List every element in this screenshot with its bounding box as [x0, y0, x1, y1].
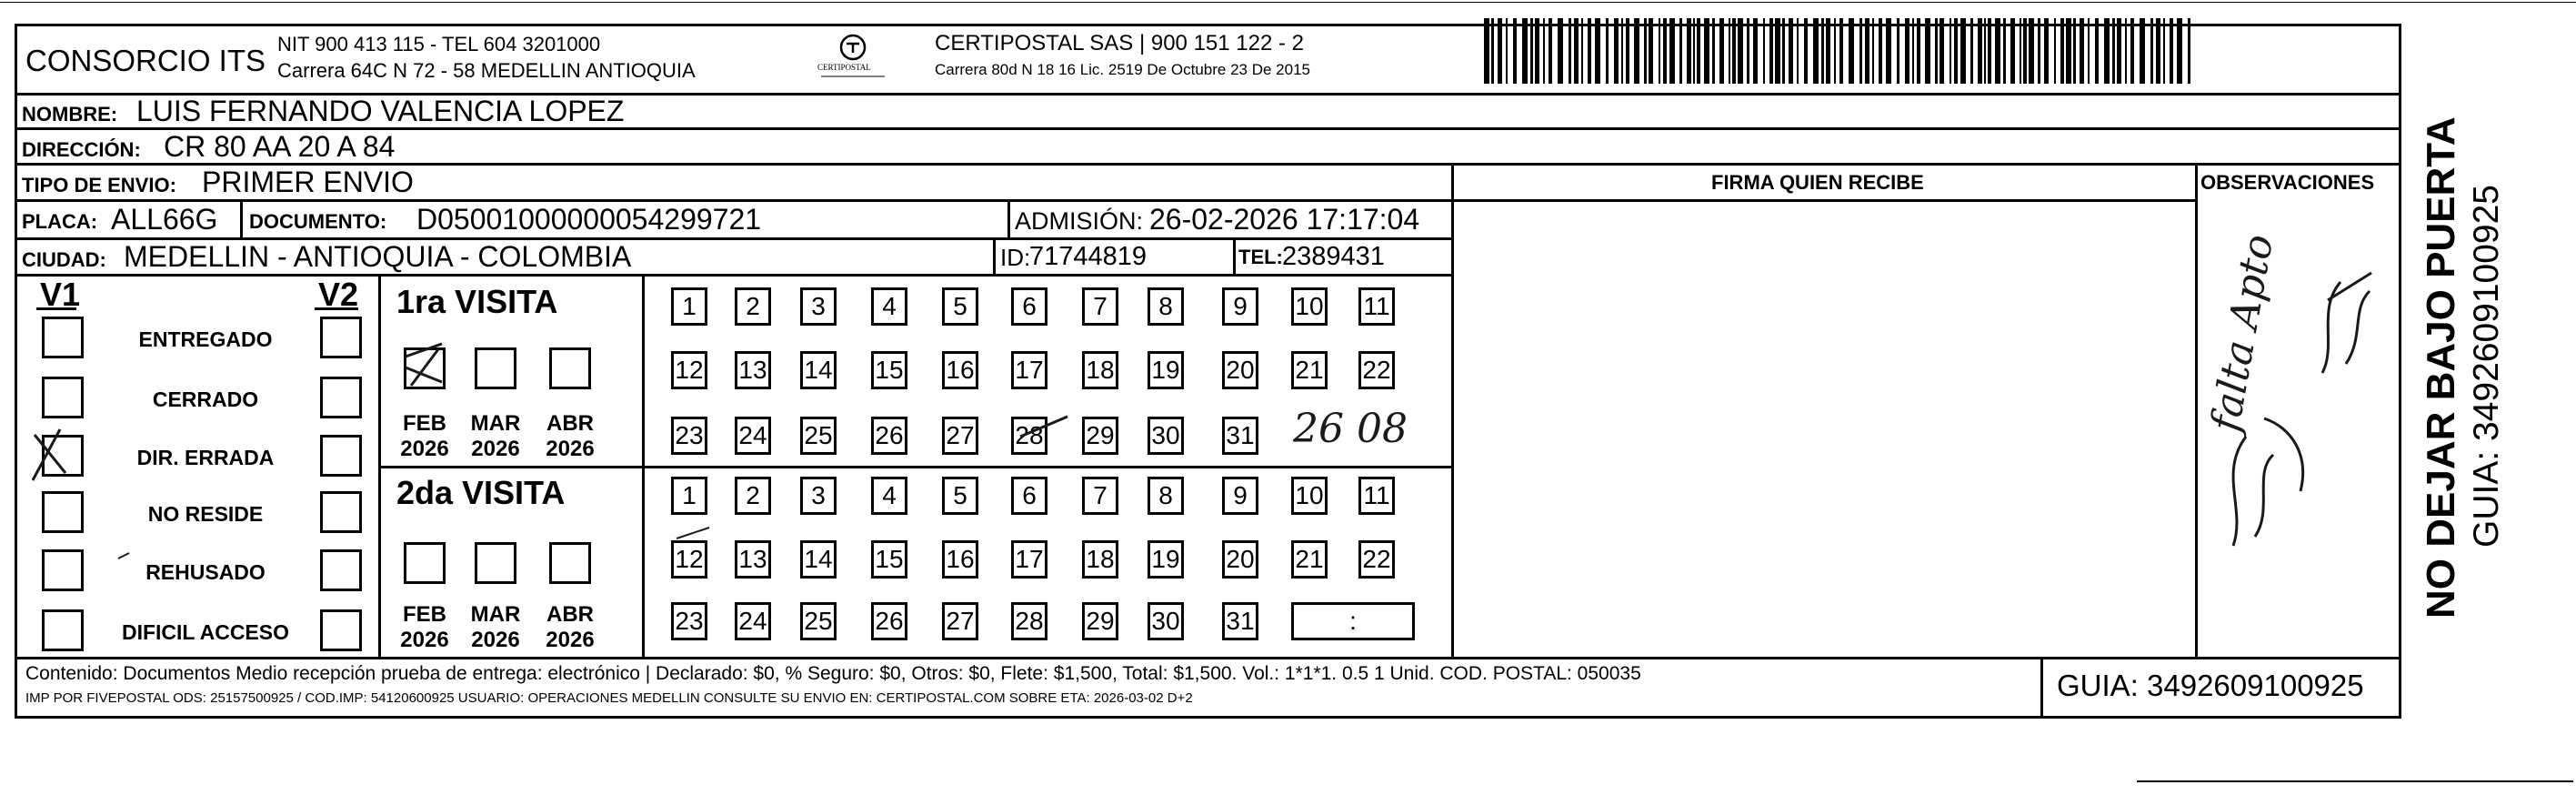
documento-label: DOCUMENTO:	[249, 210, 387, 233]
barcode-bar	[1950, 18, 1951, 84]
v2-checkbox[interactable]	[320, 609, 362, 651]
barcode-bar	[2112, 18, 2115, 84]
barcode-bar	[1849, 18, 1854, 84]
day-box[interactable]: 6	[1011, 287, 1047, 326]
barcode-bar	[1738, 18, 1743, 84]
v2-checkbox[interactable]	[320, 435, 362, 477]
v1-label: V1	[40, 276, 81, 313]
barcode-bar	[1782, 18, 1785, 84]
barcode-bar	[1530, 18, 1533, 84]
barcode-bar	[1644, 18, 1647, 84]
day-box[interactable]: 24	[735, 602, 771, 640]
barcode-bar	[1797, 18, 1799, 84]
barcode-bar	[1954, 18, 1958, 84]
day-box[interactable]: 15	[871, 351, 907, 389]
barcode-bar	[1753, 18, 1758, 84]
rule	[1451, 163, 1454, 657]
day-box[interactable]: 2	[735, 287, 771, 326]
barcode-bar	[1879, 18, 1882, 84]
barcode	[1484, 18, 2202, 84]
month-checkbox[interactable]	[404, 542, 446, 584]
placa-value: ALL66G	[111, 203, 218, 236]
placa-label: PLACA:	[22, 210, 98, 233]
month-label: FEB 2026	[400, 602, 449, 652]
v2-checkbox[interactable]	[320, 549, 362, 591]
barcode-bar	[1626, 18, 1629, 84]
day-box[interactable]: 4	[871, 287, 907, 326]
day-box[interactable]: 10	[1291, 287, 1328, 326]
day-box[interactable]: 27	[942, 417, 978, 455]
rule	[1007, 199, 1010, 237]
day-box[interactable]: 29	[1082, 602, 1118, 640]
day-box[interactable]: 30	[1148, 602, 1184, 640]
rule	[240, 199, 243, 237]
barcode-bar	[1549, 18, 1552, 84]
day-box[interactable]: 18	[1082, 351, 1118, 389]
day-box[interactable]: 7	[1082, 477, 1118, 515]
day-box[interactable]: 5	[942, 477, 978, 515]
tipo-label: TIPO DE ENVIO:	[22, 174, 176, 196]
day-box[interactable]: 7	[1082, 287, 1118, 326]
rule	[2137, 780, 2573, 782]
v1-checkbox[interactable]	[42, 377, 84, 418]
company-address: Carrera 64C N 72 - 58 MEDELLIN ANTIOQUIA	[277, 59, 696, 82]
barcode-bar	[2104, 18, 2110, 84]
day-box[interactable]: 22	[1358, 540, 1395, 579]
day-box[interactable]: 18	[1082, 540, 1118, 579]
barcode-bar	[2003, 18, 2006, 84]
month-label: MAR 2026	[470, 411, 521, 461]
barcode-bar	[1588, 18, 1591, 84]
barcode-bar	[1574, 18, 1579, 84]
day-box[interactable]: 12	[671, 351, 707, 389]
barcode-bar	[2140, 18, 2145, 84]
barcode-bar	[2095, 18, 2099, 84]
day-box[interactable]: 26	[871, 602, 907, 640]
barcode-bar	[1769, 18, 1773, 84]
barcode-bar	[1669, 18, 1675, 84]
day-box[interactable]: 28	[1011, 417, 1047, 455]
barcode-bar	[2054, 18, 2056, 84]
day-box[interactable]: 3	[800, 477, 837, 515]
rule	[15, 274, 1451, 277]
v1-checkbox[interactable]	[42, 609, 84, 651]
month-checkbox[interactable]	[475, 347, 516, 389]
logo-icon	[812, 33, 894, 80]
barcode-bar	[2010, 18, 2015, 84]
rule	[378, 466, 1451, 468]
rule	[993, 237, 996, 274]
day-box[interactable]: 9	[1222, 477, 1258, 515]
v2-underline	[315, 307, 358, 310]
logo-text: CERTIPOSTAL	[817, 63, 871, 72]
barcode-bar	[1775, 18, 1780, 84]
barcode-bar	[2188, 18, 2190, 84]
day-box[interactable]: 15	[871, 540, 907, 579]
day-box[interactable]: 8	[1148, 287, 1184, 326]
barcode-bar	[1522, 18, 1528, 84]
day-box[interactable]: 2	[735, 477, 771, 515]
barcode-bar	[1535, 18, 1539, 84]
day-box[interactable]: 27	[942, 602, 978, 640]
month-checkbox[interactable]	[475, 542, 516, 584]
barcode-bar	[1935, 18, 1938, 84]
day-box[interactable]: 17	[1011, 540, 1047, 579]
barcode-bar	[1719, 18, 1724, 84]
barcode-bar	[1581, 18, 1583, 84]
admision-value: 26-02-2026 17:17:04	[1149, 203, 1420, 236]
direccion-label: DIRECCIÓN:	[22, 138, 141, 161]
barcode-bar	[2125, 18, 2127, 84]
day-box[interactable]: 1	[671, 477, 707, 515]
v2-checkbox[interactable]	[320, 317, 362, 358]
day-box[interactable]: 12	[671, 540, 707, 579]
admision-label: ADMISIÓN:	[1015, 207, 1144, 235]
second-visit-title: 2da VISITA	[396, 474, 566, 511]
day-box[interactable]: 28	[1011, 602, 1047, 640]
barcode-bar	[1763, 18, 1765, 84]
company-nit: NIT 900 413 115 - TEL 604 3201000	[277, 33, 601, 55]
rule	[1233, 237, 1236, 274]
rule	[2195, 163, 2198, 657]
barcode-bar	[1925, 18, 1930, 84]
day-box[interactable]: 8	[1148, 477, 1184, 515]
barcode-bar	[2029, 18, 2034, 84]
day-box[interactable]: 29	[1082, 417, 1118, 455]
carrier-address: Carrera 80d N 18 16 Lic. 2519 De Octubre 23 De 2015	[935, 61, 1310, 78]
observaciones-label: OBSERVACIONES	[2200, 171, 2375, 194]
barcode-bar	[1747, 18, 1749, 84]
barcode-bar	[2060, 18, 2064, 84]
status-label: ENTREGADO	[138, 327, 273, 351]
barcode-bar	[1558, 18, 1563, 84]
month-label: FEB 2026	[400, 411, 449, 461]
month-label: ABR 2026	[546, 411, 595, 461]
nombre-label: NOMBRE:	[22, 103, 118, 126]
direccion-value: CR 80 AA 20 A 84	[164, 130, 396, 163]
day-box[interactable]: 26	[871, 417, 907, 455]
day-box[interactable]: 31	[1222, 602, 1258, 640]
day-box[interactable]: 19	[1148, 540, 1184, 579]
day-box[interactable]: 30	[1148, 417, 1184, 455]
tipo-value: PRIMER ENVIO	[202, 166, 414, 198]
day-box[interactable]: 19	[1148, 351, 1184, 389]
day-box[interactable]: 11	[1358, 287, 1395, 326]
first-visit-title: 1ra VISITA	[396, 283, 558, 320]
v1-checkbox[interactable]	[42, 317, 84, 358]
barcode-bar	[2044, 18, 2049, 84]
barcode-bar	[1897, 18, 1899, 84]
barcode-bar	[1821, 18, 1824, 84]
barcode-bar	[1834, 18, 1836, 84]
barcode-bar	[1732, 18, 1736, 84]
barcode-bar	[1813, 18, 1819, 84]
day-box[interactable]: 16	[942, 351, 978, 389]
certipostal-logo	[812, 33, 894, 80]
day-box[interactable]: 20	[1222, 540, 1258, 579]
day-box[interactable]: 14	[800, 351, 837, 389]
footer-guia: GUIA: 3492609100925	[2057, 669, 2364, 702]
day-box[interactable]: 11	[1358, 477, 1395, 515]
rule	[0, 2, 2576, 3]
day-box[interactable]: 24	[735, 417, 771, 455]
company-name: CONSORCIO ITS	[25, 44, 266, 77]
barcode-bar	[1729, 18, 1730, 84]
day-box[interactable]: 25	[800, 602, 837, 640]
barcode-bar	[1826, 18, 1830, 84]
barcode-bar	[1859, 18, 1862, 84]
barcode-bar	[1634, 18, 1639, 84]
day-box[interactable]: 20	[1222, 351, 1258, 389]
side-title: NO DEJAR BAJO PUERTA	[2419, 116, 2463, 619]
side-guia: GUIA: 3492609100925	[2467, 185, 2506, 548]
rule	[15, 199, 1451, 202]
v1-underline	[36, 307, 76, 310]
v2-checkbox[interactable]	[320, 377, 362, 418]
barcode-bar	[1498, 18, 1502, 84]
day-box[interactable]: 25	[800, 417, 837, 455]
barcode-bar	[1865, 18, 1869, 84]
day-box[interactable]: 13	[735, 540, 771, 579]
day-box[interactable]: 10	[1291, 477, 1328, 515]
barcode-bar	[1614, 18, 1619, 84]
v1-checkbox[interactable]	[42, 435, 84, 477]
barcode-bar	[1912, 18, 1914, 84]
barcode-bar	[2080, 18, 2084, 84]
footer-contenido: Contenido: Documentos Medio recepción prueba de entrega: electrónico | Declarado: $0, % Seguro: $0, Otros: $0, Flete: $1,500, Total: $1,500. Vol.: 1*1*1. 0.5 1 Unid. COD. POSTAL: 050035	[25, 663, 1641, 684]
status-label: NO RESIDE	[147, 502, 264, 526]
day-box[interactable]: 14	[800, 540, 837, 579]
barcode-bar	[1917, 18, 1920, 84]
rule	[1453, 199, 2195, 202]
barcode-bar	[1484, 18, 1489, 84]
barcode-bar	[2038, 18, 2040, 84]
day-box[interactable]: 3	[800, 287, 837, 326]
time-box[interactable]: :	[1291, 602, 1415, 640]
v2-label: V2	[318, 276, 359, 313]
barcode-bar	[1988, 18, 1991, 84]
day-box[interactable]: 21	[1291, 540, 1328, 579]
barcode-bar	[1905, 18, 1909, 84]
day-box[interactable]: 16	[942, 540, 978, 579]
barcode-bar	[1886, 18, 1891, 84]
barcode-bar	[1663, 18, 1667, 84]
barcode-bar	[1543, 18, 1545, 84]
barcode-bar	[1839, 18, 1843, 84]
barcode-bar	[1704, 18, 1709, 84]
month-label: ABR 2026	[546, 602, 595, 652]
id-label: ID:	[1000, 244, 1031, 271]
barcode-bar	[1804, 18, 1808, 84]
day-box[interactable]: 23	[671, 417, 707, 455]
barcode-bar	[1872, 18, 1874, 84]
day-box[interactable]: 22	[1358, 351, 1395, 389]
ciudad-label: CIUDAD:	[22, 248, 106, 271]
barcode-bar	[2150, 18, 2153, 84]
status-label: REHUSADO	[145, 560, 266, 584]
barcode-bar	[1978, 18, 1982, 84]
day-box[interactable]: 23	[671, 602, 707, 640]
barcode-bar	[1491, 18, 1494, 84]
footer-imp: IMP POR FIVEPOSTAL ODS: 25157500925 / COD.IMP: 54120600925 USUARIO: OPERACIONES MEDELLIN CONSULTE SU ENVIO EN: CERTIPOSTAL.COM SOBRE ETA: 2026-03-02 D+2	[25, 690, 1193, 706]
month-label: MAR 2026	[470, 602, 521, 652]
barcode-bar	[1659, 18, 1660, 84]
barcode-bar	[1687, 18, 1691, 84]
barcode-bar	[1984, 18, 1986, 84]
status-label: CERRADO	[152, 387, 259, 411]
barcode-bar	[1679, 18, 1682, 84]
barcode-bar	[1940, 18, 1944, 84]
barcode-bar	[2073, 18, 2076, 84]
month-checkbox[interactable]	[549, 347, 591, 389]
day-note-handwritten: 26 08	[1293, 406, 1408, 452]
barcode-bar	[1697, 18, 1700, 84]
barcode-bar	[2163, 18, 2165, 84]
v1-checkbox[interactable]	[42, 491, 84, 533]
barcode-bar	[2066, 18, 2071, 84]
status-label: DIFICIL ACCESO	[121, 620, 289, 644]
day-box[interactable]: 21	[1291, 351, 1328, 389]
day-box[interactable]: 13	[735, 351, 771, 389]
month-checkbox[interactable]	[404, 347, 446, 389]
barcode-bar	[1960, 18, 1966, 84]
barcode-bar	[2088, 18, 2090, 84]
tel-value: 2389431	[1282, 242, 1385, 271]
month-checkbox[interactable]	[549, 542, 591, 584]
barcode-bar	[1693, 18, 1695, 84]
barcode-bar	[1595, 18, 1600, 84]
barcode-bar	[2130, 18, 2134, 84]
barcode-bar	[1506, 18, 1508, 84]
day-box[interactable]: 5	[942, 287, 978, 326]
obs-note-handwritten: falta Apto	[2202, 231, 2283, 436]
nombre-value: LUIS FERNANDO VALENCIA LOPEZ	[136, 95, 625, 127]
carrier-name: CERTIPOSTAL SAS | 900 151 122 - 2	[935, 31, 1304, 55]
barcode-bar	[1789, 18, 1793, 84]
barcode-bar	[1649, 18, 1653, 84]
barcode-bar	[1995, 18, 2000, 84]
firma-label: FIRMA QUIEN RECIBE	[1711, 171, 1924, 194]
barcode-bar	[1970, 18, 1973, 84]
barcode-bar	[1621, 18, 1623, 84]
day-box[interactable]: 17	[1011, 351, 1047, 389]
day-box[interactable]: 4	[871, 477, 907, 515]
status-label: DIR. ERRADA	[136, 446, 275, 469]
tel-label: TEL:	[1238, 246, 1283, 268]
v1-checkbox[interactable]	[42, 549, 84, 591]
barcode-bar	[2177, 18, 2182, 84]
barcode-bar	[2170, 18, 2173, 84]
barcode-bar	[2020, 18, 2021, 84]
barcode-bar	[2117, 18, 2121, 84]
barcode-bar	[1569, 18, 1571, 84]
barcode-bar	[1513, 18, 1517, 84]
barcode-bar	[2023, 18, 2027, 84]
barcode-bar	[2156, 18, 2160, 84]
documento-value: D05001000000054299721	[416, 203, 762, 236]
barcode-bar	[1712, 18, 1715, 84]
day-box[interactable]: 31	[1222, 417, 1258, 455]
day-box[interactable]: 9	[1222, 287, 1258, 326]
v2-checkbox[interactable]	[320, 491, 362, 533]
day-box[interactable]: 6	[1011, 477, 1047, 515]
ciudad-value: MEDELLIN - ANTIOQUIA - COLOMBIA	[124, 240, 632, 273]
id-value: 71744819	[1029, 242, 1148, 271]
day-box[interactable]: 1	[671, 287, 707, 326]
barcode-bar	[1606, 18, 1609, 84]
